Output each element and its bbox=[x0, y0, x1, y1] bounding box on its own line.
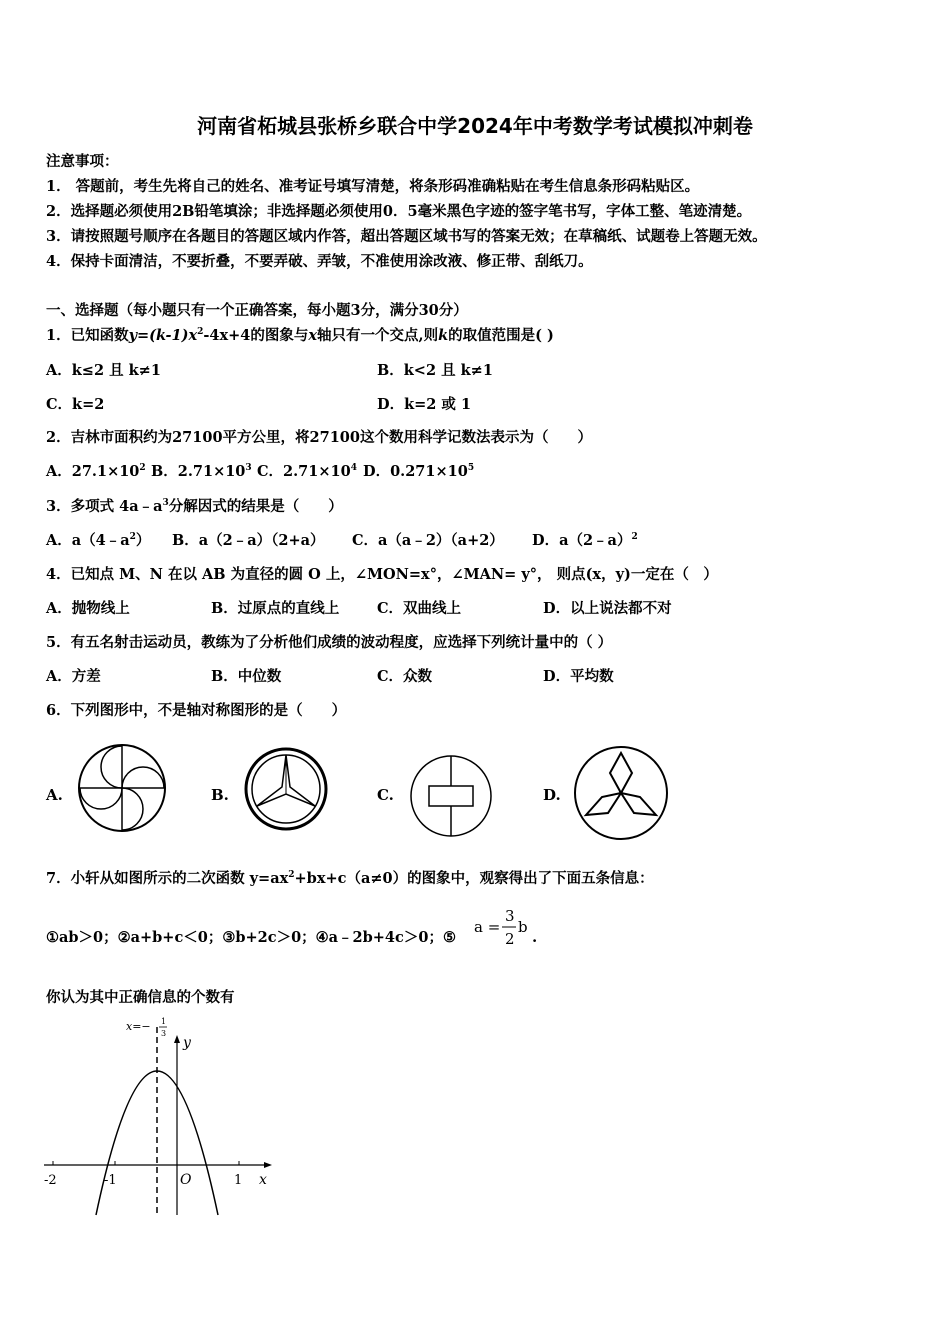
q7-stem-exp: 2 bbox=[288, 870, 295, 881]
q2-b-exp: 3 bbox=[245, 463, 252, 474]
q2-a-exp: 2 bbox=[139, 463, 146, 474]
q4-option-d[interactable]: D．以上说法都不对 bbox=[543, 600, 672, 617]
notice-item-3: 3．请按照题号顺序在各题目的答题区域内作答，超出答题区域书写的答案无效；在草稿纸、试题卷上答题无效。 bbox=[46, 228, 767, 245]
q6-figure-d-diamonds[interactable] bbox=[572, 745, 670, 841]
question-5-stem: 5．有五名射击运动员，教练为了分析他们成绩的波动程度，应选择下列统计量中的（ ） bbox=[46, 634, 613, 651]
q6-figure-b-star[interactable] bbox=[243, 746, 329, 832]
frac-lhs: a = bbox=[474, 918, 501, 936]
q3-option-a[interactable] bbox=[46, 531, 150, 551]
q1-stem-exp: 2 bbox=[197, 327, 204, 338]
q5-option-a[interactable]: A．方差 bbox=[46, 668, 101, 685]
origin-label: O bbox=[180, 1172, 192, 1188]
q6-option-b-label[interactable]: B. bbox=[211, 786, 229, 804]
question-7-stem bbox=[46, 869, 654, 889]
tick-label-neg1: -1 bbox=[104, 1173, 117, 1188]
q7-ask: 你认为其中正确信息的个数有 bbox=[46, 989, 235, 1006]
y-axis-arrow bbox=[174, 1035, 180, 1043]
question-3-stem bbox=[46, 497, 343, 517]
q6-option-a-label[interactable]: A. bbox=[46, 786, 63, 804]
q4-option-a[interactable]: A．抛物线上 bbox=[46, 600, 130, 617]
q7-info-list: ①ab＞0；②a+b+c＜0；③b+2c＞0；④a﹣2b+4c＞0；⑤ bbox=[46, 929, 456, 946]
q3-d-exp: 2 bbox=[631, 532, 638, 543]
parabola-graph bbox=[40, 1015, 280, 1220]
q3-stem-a: 3．多项式 4a﹣a bbox=[46, 498, 163, 515]
q2-option-c[interactable] bbox=[257, 462, 357, 482]
q2-d-exp: 5 bbox=[467, 463, 475, 474]
q2-c-exp: 4 bbox=[350, 463, 357, 474]
q5-option-b[interactable]: B．中位数 bbox=[211, 668, 282, 685]
q3-a-text: A．a（4﹣a bbox=[46, 532, 130, 549]
q1-option-a[interactable]: A．k≤2 且 k≠1 bbox=[46, 362, 161, 379]
q2-option-a[interactable] bbox=[46, 462, 146, 482]
x-axis-arrow bbox=[264, 1162, 272, 1168]
q3-option-c[interactable]: C．a（a﹣2）（a+2） bbox=[352, 532, 504, 549]
q3-option-d[interactable] bbox=[532, 531, 638, 551]
q1-stem-e: 的取值范围是( ) bbox=[448, 327, 554, 344]
q3-option-b[interactable]: B．a（2﹣a）（2+a） bbox=[172, 532, 325, 549]
symmetry-num: 1 bbox=[161, 1017, 167, 1026]
q1-option-d[interactable]: D．k=2 或 1 bbox=[377, 396, 472, 413]
q6-figure-c-coin[interactable] bbox=[408, 754, 494, 838]
q7-fraction-expression bbox=[472, 904, 542, 952]
q2-a-text: A．27.1×10 bbox=[46, 463, 140, 480]
q2-c-text: C．2.71×10 bbox=[257, 463, 351, 480]
q2-d-text: D．0.271×10 bbox=[363, 463, 468, 480]
q1-stem-b: -4x+4 bbox=[203, 327, 251, 344]
q6-option-d-label[interactable]: D. bbox=[543, 786, 561, 804]
q2-b-text: B．2.71×10 bbox=[151, 463, 246, 480]
section-heading: 一、选择题（每小题只有一个正确答案，每小题3分，满分30分） bbox=[46, 302, 468, 319]
frac-num: 3 bbox=[505, 907, 515, 925]
tick-label-pos1: 1 bbox=[234, 1173, 243, 1188]
frac-den: 2 bbox=[505, 930, 515, 948]
q1-option-c[interactable]: C．k=2 bbox=[46, 396, 105, 413]
notice-item-2: 2．选择题必须使用2B铅笔填涂；非选择题必须使用0．5毫米黑色字迹的签字笔书写，字体工整、笔迹清楚。 bbox=[46, 203, 752, 220]
q1-stem-c: 的图象与 bbox=[250, 327, 309, 344]
y-label: y bbox=[183, 1035, 191, 1051]
frac-rhs: b bbox=[518, 918, 528, 936]
q1-stem-k: k bbox=[438, 327, 449, 344]
q5-option-d[interactable]: D．平均数 bbox=[543, 668, 614, 685]
q6-figure-a-pinwheel[interactable] bbox=[76, 743, 168, 833]
q3-d-text: D．a（2﹣a） bbox=[532, 532, 632, 549]
q7-stem-b: +bx+c（a≠0）的图象中，观察得出了下面五条信息： bbox=[294, 870, 654, 887]
q1-stem-d: 轴只有一个交点,则 bbox=[317, 327, 439, 344]
question-2-stem: 2．吉林市面积约为27100平方公里，将27100这个数用科学记数法表示为（ ） bbox=[46, 429, 592, 446]
question-4-stem: 4．已知点 M、N 在以 AB 为直径的圆 O 上，∠MON=x°，∠MAN= y°， 则点(x，y)一定在（ ） bbox=[46, 566, 718, 583]
q7-stem-a: 7．小轩从如图所示的二次函数 y=ax bbox=[46, 870, 289, 887]
q3-stem-b: 分解因式的结果是（ ） bbox=[168, 498, 343, 515]
tick-label-neg2: -2 bbox=[44, 1173, 57, 1188]
symmetry-den: 3 bbox=[161, 1029, 167, 1038]
q4-option-b[interactable]: B．过原点的直线上 bbox=[211, 600, 340, 617]
q2-option-b[interactable] bbox=[151, 462, 252, 482]
q1-option-b[interactable]: B．k<2 且 k≠1 bbox=[377, 362, 493, 379]
q1-stem-x: x bbox=[308, 327, 318, 344]
x-label: x bbox=[259, 1172, 267, 1188]
q3-stem-exp: 3 bbox=[162, 498, 169, 509]
question-1-stem bbox=[46, 326, 554, 346]
notice-item-1: 1． 答题前，考生先将自己的姓名、准考证号填写清楚，将条形码准确粘贴在考生信息条形码粘贴区。 bbox=[46, 178, 700, 195]
q1-stem-a: 1．已知函数 bbox=[46, 327, 129, 344]
q4-option-c[interactable]: C．双曲线上 bbox=[377, 600, 462, 617]
page-title: 河南省柘城县张桥乡联合中学2024年中考数学考试模拟冲刺卷 bbox=[197, 114, 753, 138]
q3-a-end: ） bbox=[135, 532, 151, 549]
q6-option-c-label[interactable]: C. bbox=[377, 786, 394, 804]
symmetry-label: x=− bbox=[126, 1020, 151, 1033]
q1-stem-func: y=(k-1)x bbox=[128, 327, 198, 344]
notice-heading: 注意事项： bbox=[46, 153, 119, 170]
q2-option-d[interactable] bbox=[363, 462, 474, 482]
question-6-stem: 6．下列图形中，不是轴对称图形的是（ ） bbox=[46, 702, 347, 719]
frac-end: . bbox=[532, 928, 538, 946]
q5-option-c[interactable]: C．众数 bbox=[377, 668, 433, 685]
q3-a-exp: 2 bbox=[129, 532, 136, 543]
notice-item-4: 4．保持卡面清洁，不要折叠，不要弄破、弄皱，不准使用涂改液、修正带、刮纸刀。 bbox=[46, 253, 593, 270]
